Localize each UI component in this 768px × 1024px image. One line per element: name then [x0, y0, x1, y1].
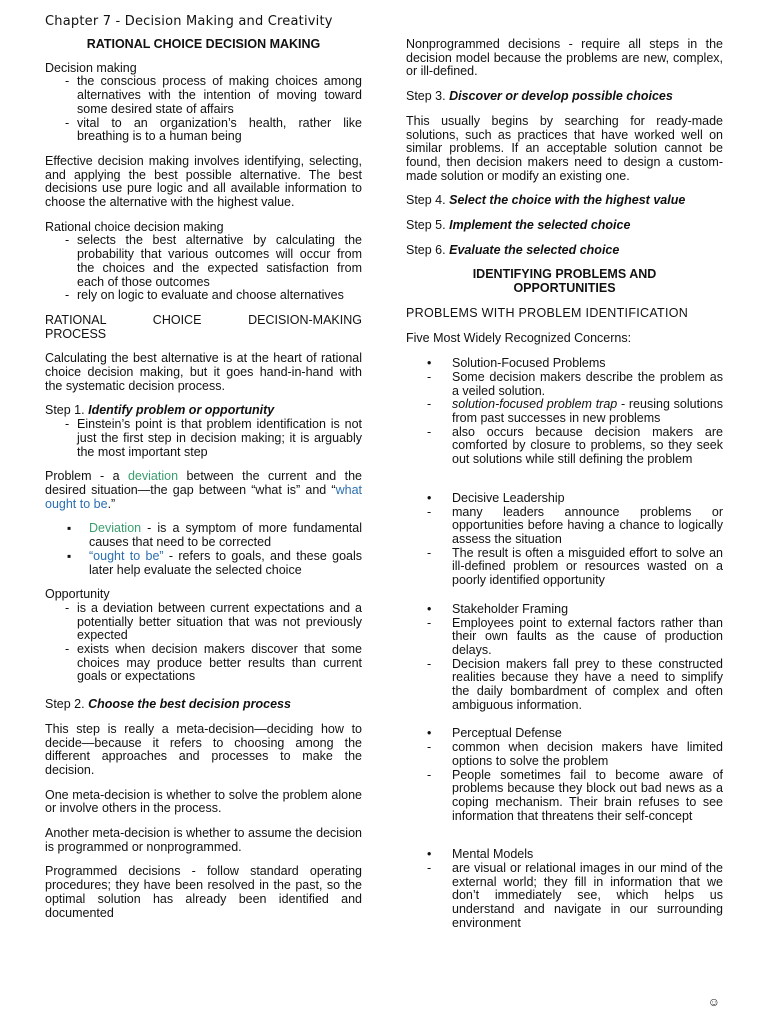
process-heading-line1: RATIONAL CHOICE DECISION-MAKING	[45, 312, 362, 327]
list-item: - vital to an organization’s health, rather like breathing is to a human being	[45, 117, 362, 144]
trap-desc: - reusing solutions from past successes in new problems	[452, 397, 723, 426]
section-title-rational-choice: RATIONAL CHOICE DECISION MAKING	[86, 37, 321, 51]
list-item: - Decision makers fall prey to these constructed realities because they have a need to simplify the daily bombardment of complex and often ambiguous information.	[406, 658, 723, 713]
ought-term: what ought to be	[45, 482, 362, 511]
meta-decision-2-paragraph: Another meta-decision is whether to assume the decision is programmed or nonprogrammed.	[45, 826, 362, 854]
concern-title: • Solution-Focused Problems	[406, 357, 723, 371]
list-item: - rely on logic to evaluate and choose alternatives	[45, 289, 362, 303]
step1-heading	[45, 404, 362, 418]
list-item: - Employees point to external factors rather than their own faults as the cause of production delays.	[406, 617, 723, 658]
step4-prefix: Step 4.	[406, 193, 446, 208]
list-item: - The result is often a misguided effort to solve an ill-defined problem or resources wasted on a poorly identified opportunity	[406, 547, 723, 588]
section-title-line1: IDENTIFYING PROBLEMS AND	[472, 267, 657, 282]
problem-text-c: .”	[107, 496, 116, 511]
list-item: - People sometimes fail to become aware of problems because they block out bad news as a coping mechanism. Their brain refuses to see information that threatens their self-concept	[406, 769, 723, 824]
step3-prefix: Step 3.	[406, 89, 446, 104]
list-item: - are visual or relational images in our mind of the external world; they fill in information that we don’t immediately see, which helps us understand and navigate in our surrounding environment	[406, 862, 723, 931]
step4-heading	[406, 194, 723, 208]
list-item: - Some decision makers describe the problem as a veiled solution.	[406, 371, 723, 398]
section-title-identifying	[406, 268, 723, 295]
rational-choice-label: Rational choice decision making	[45, 219, 224, 234]
list-item: - exists when decision makers discover that some choices may produce better results than current goals or expectations	[45, 643, 362, 684]
concern-stakeholder-framing	[406, 603, 723, 713]
decision-making-label: Decision making	[45, 60, 137, 75]
rational-choice-list	[45, 234, 362, 303]
process-heading-line2: PROCESS	[45, 326, 107, 341]
list-item: - common when decision makers have limited options to solve the problem	[406, 741, 723, 768]
ought-term: “ought to be”	[89, 548, 164, 563]
effective-decision-paragraph: Effective decision making involves identifying, selecting, and applying the best possible alternative. The best decisions use pure logic and all available information to choose the alternative with the highest value.	[45, 153, 362, 210]
step5-heading	[406, 219, 723, 233]
concern-mental-models	[406, 848, 723, 930]
list-item: - also occurs because decision makers are comforted by closure to problems, so they seek out solutions while still defining the problem	[406, 426, 723, 467]
list-item: - selects the best alternative by calculating the probability that various outcomes will occur from the choices and the expected satisfaction from each of those outcomes	[45, 234, 362, 289]
ought-desc: - refers to goals, and these goals later help evaluate the selected choice	[89, 548, 362, 577]
step5-prefix: Step 5.	[406, 218, 446, 233]
list-item: - the conscious process of making choices among alternatives with the intention of moving toward some desired state of affairs	[45, 75, 362, 116]
list-item	[45, 550, 362, 577]
concern-title: • Perceptual Defense	[406, 727, 723, 741]
step5-title: Implement the selected choice	[449, 218, 631, 233]
list-item: - many leaders announce problems or opportunities before having a chance to logically assess the situation	[406, 506, 723, 547]
step3-paragraph: This usually begins by searching for ready-made solutions, such as practices that have worked well on similar problems. If an acceptable solution cannot be found, then decision makers need to design a custom-made solution or modify an existing one.	[406, 113, 723, 183]
smiley-icon: ☺	[707, 995, 720, 1010]
concern-perceptual-defense	[406, 727, 723, 823]
process-heading	[45, 314, 362, 341]
programmed-decisions-paragraph: Programmed decisions - follow standard operating procedures; they have been resolved in the past, so the optimal solution has already been identified and documented	[45, 864, 362, 920]
trap-term: solution-focused problem trap	[452, 397, 618, 412]
concern-solution-focused	[406, 357, 723, 467]
problem-definition	[45, 470, 362, 511]
opportunity-list	[45, 602, 362, 684]
chapter-header: Chapter 7 - Decision Making and Creativity	[45, 14, 333, 29]
calculating-paragraph: Calculating the best alternative is at the heart of rational choice decision making, but it goes hand-in-hand with the systematic decision process.	[45, 351, 362, 393]
concern-title: • Mental Models	[406, 848, 723, 862]
step6-title: Evaluate the selected choice	[449, 242, 620, 257]
list-item	[45, 522, 362, 549]
opportunity-label: Opportunity	[45, 587, 110, 602]
step1-title: Identify problem or opportunity	[88, 403, 275, 418]
step1-list	[45, 418, 362, 459]
step2-prefix: Step 2.	[45, 697, 85, 712]
step2-title: Choose the best decision process	[88, 697, 291, 712]
concern-title: • Stakeholder Framing	[406, 603, 723, 617]
step4-title: Select the choice with the highest value	[449, 193, 686, 208]
nonprogrammed-paragraph: Nonprogrammed decisions - require all steps in the decision model because the problems are new, complex, or ill-defined.	[406, 37, 723, 79]
list-item	[406, 398, 723, 425]
deviation-desc: - is a symptom of more fundamental causes that need to be corrected	[89, 521, 362, 550]
right-column	[406, 38, 723, 942]
meta-decision-paragraph: This step is really a meta-decision—deciding how to decide—because it refers to choosing among the different approaches and processes to make the decision.	[45, 721, 362, 777]
problem-sublist	[45, 522, 362, 577]
problem-text-b: between the current and the desired situation—the gap between “what is” and “	[45, 469, 362, 497]
meta-decision-1-paragraph: One meta-decision is whether to solve the problem alone or involve others in the process.	[45, 787, 362, 816]
step3-title: Discover or develop possible choices	[449, 89, 673, 104]
list-item: - Einstein’s point is that problem identification is not just the first step in decision making; it is arguably the most important step	[45, 418, 362, 459]
problems-heading: PROBLEMS WITH PROBLEM IDENTIFICATION	[406, 305, 689, 320]
problem-text-a: Problem - a	[45, 469, 128, 484]
concern-decisive-leadership	[406, 492, 723, 588]
step3-heading	[406, 90, 723, 104]
step1-prefix: Step 1.	[45, 403, 85, 418]
concerns-intro: Five Most Widely Recognized Concerns:	[406, 330, 632, 345]
step2-heading	[45, 698, 362, 712]
left-column	[45, 38, 362, 931]
concern-title: • Decisive Leadership	[406, 492, 723, 506]
deviation-term: Deviation	[89, 521, 142, 536]
decision-making-list	[45, 75, 362, 144]
section-title-line2: OPPORTUNITIES	[513, 281, 616, 296]
step6-heading	[406, 244, 723, 258]
deviation-term: deviation	[127, 469, 179, 484]
list-item: - is a deviation between current expectations and a potentially better situation that was not previously expected	[45, 602, 362, 643]
step6-prefix: Step 6.	[406, 242, 446, 257]
